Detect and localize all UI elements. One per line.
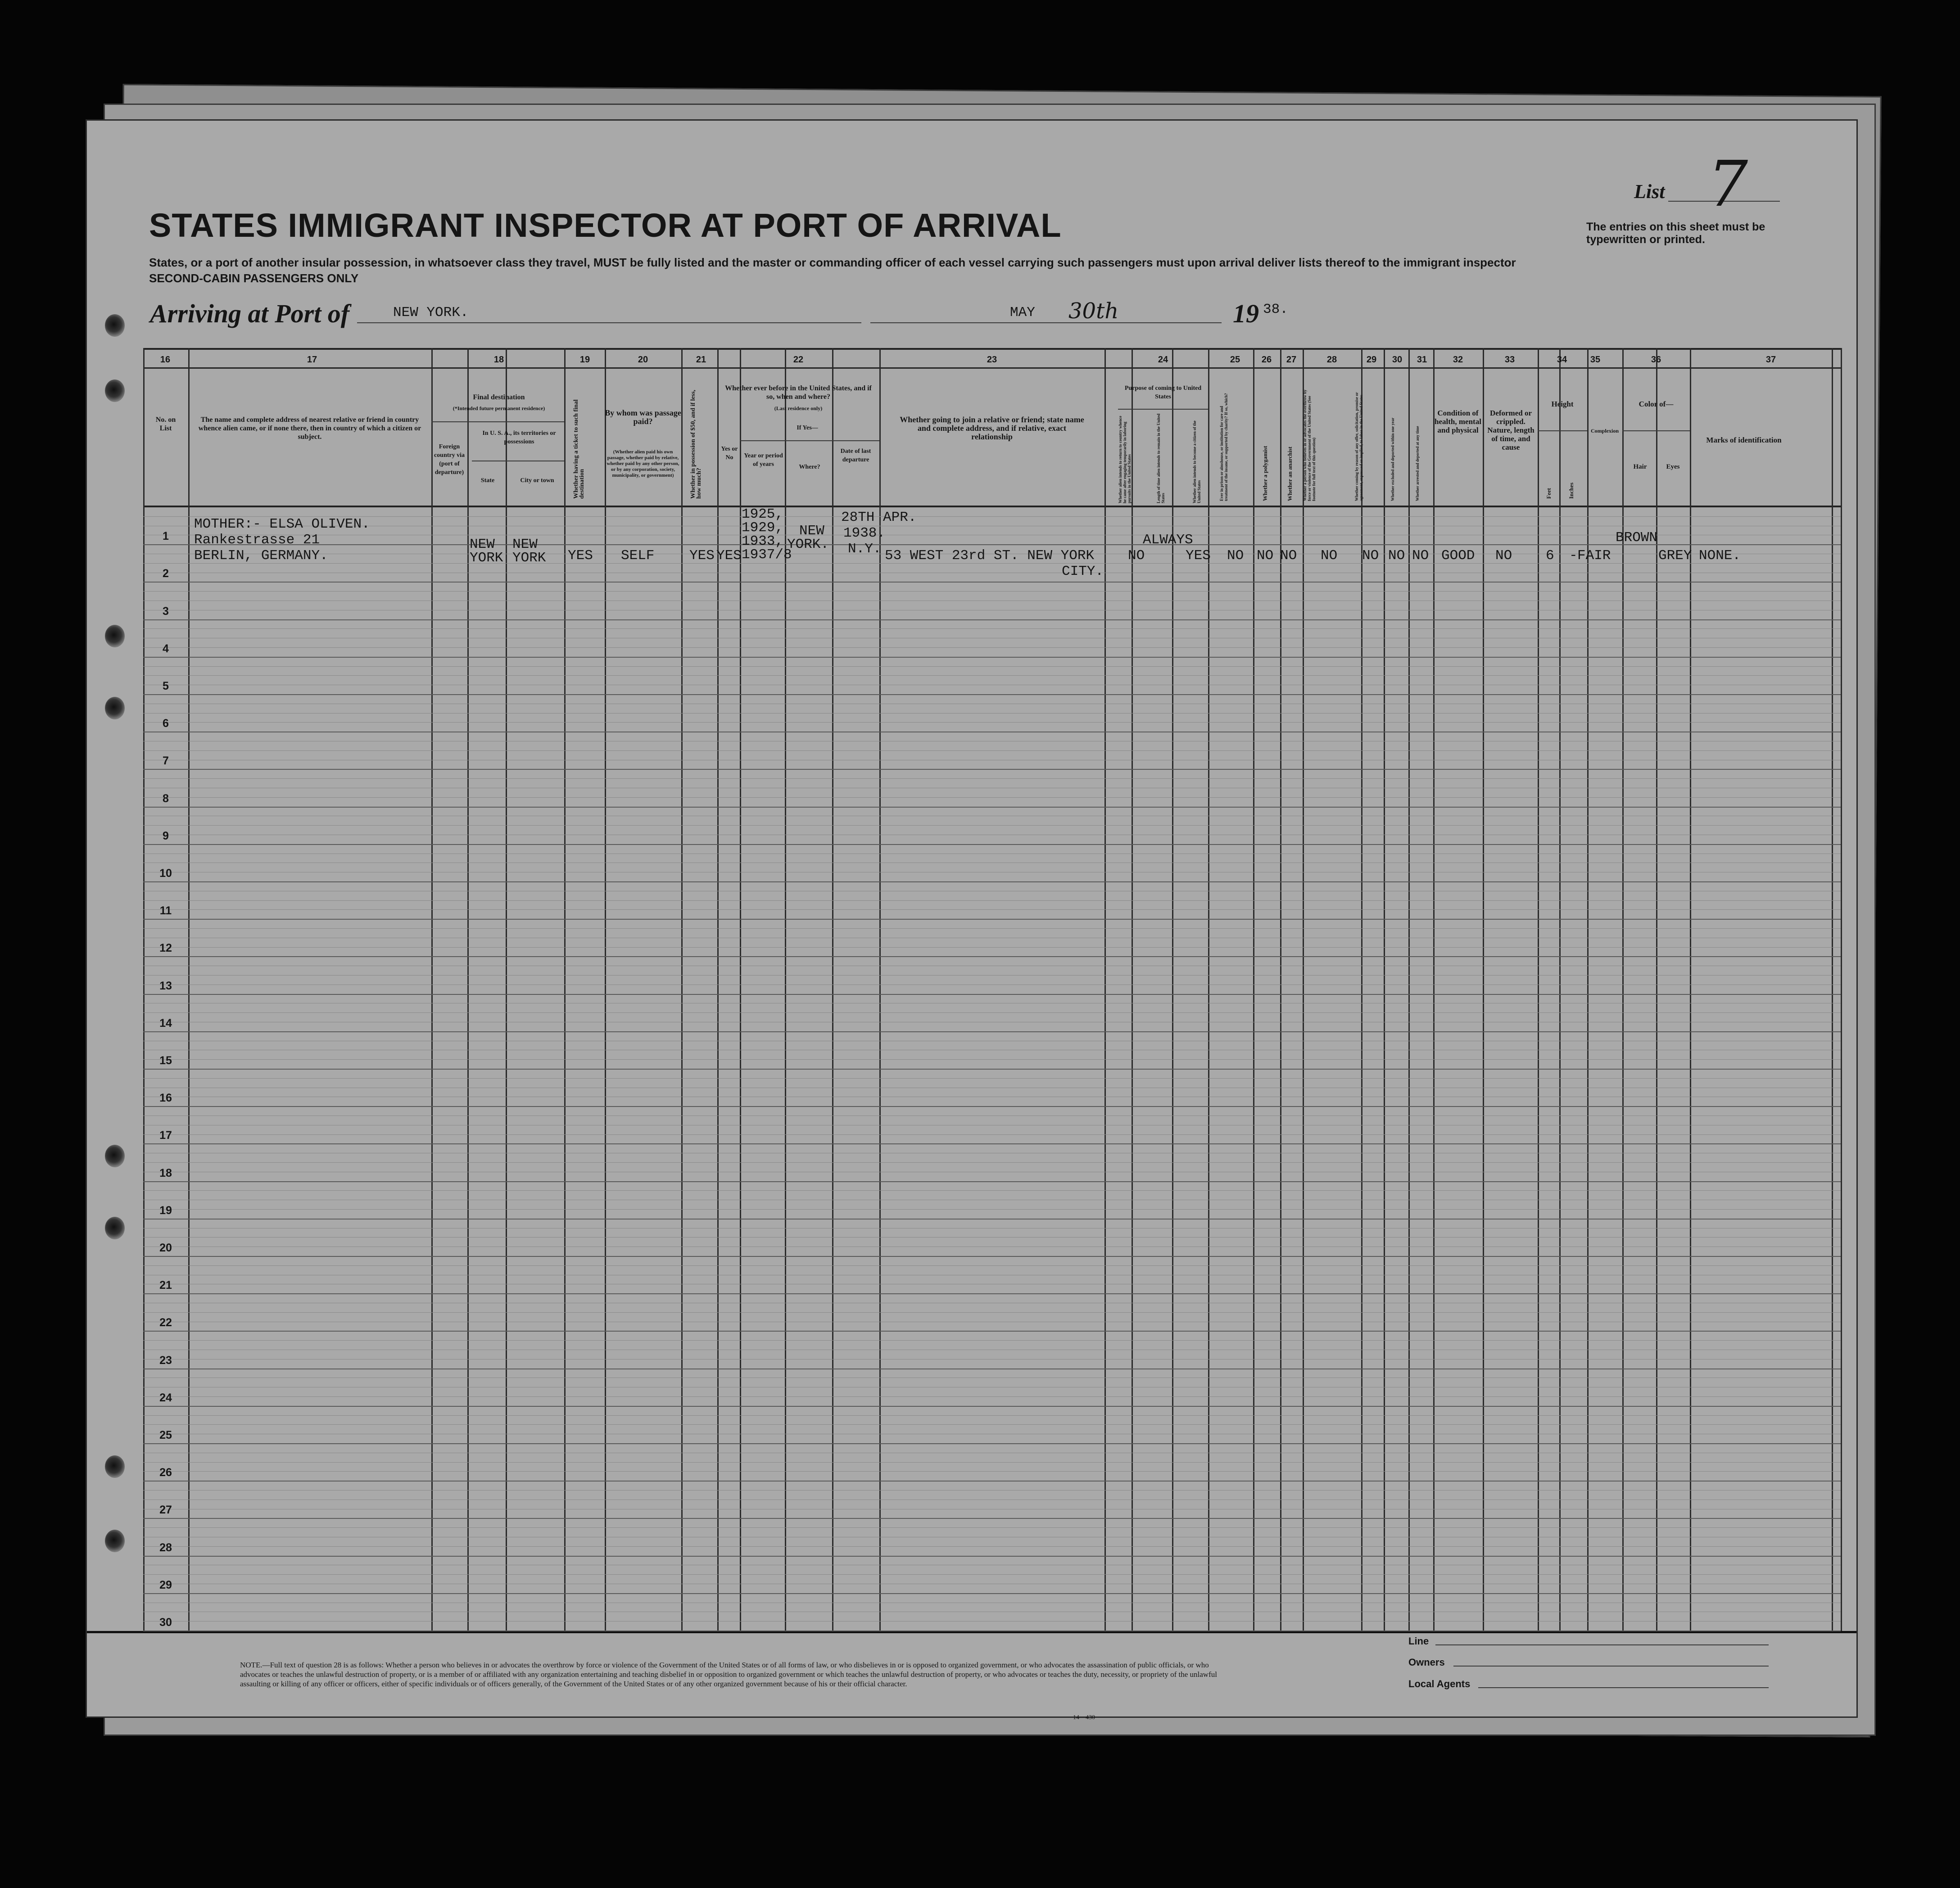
header-where: Where? [799,464,820,470]
header-state: State [480,477,495,484]
row-number: 19 [159,1204,172,1217]
colnum-21: 21 [696,355,706,365]
entry-where-1: NEW [799,523,824,539]
typewritten-note: The entries on this sheet must be typewritten or printed. [1586,221,1765,246]
binder-hole [105,379,125,402]
binder-hole [105,1530,125,1552]
header-by-whom-note: (Whether alien paid his own passage, whether paid by relative, whether paid by any other person, or by any corporation, society, municipality, or government) [607,449,679,478]
header-possession-50: Whether in possession of $50, and if less, how much? [690,389,702,499]
colnum-29: 29 [1366,355,1377,365]
header-prison: Ever in prison or almshouse, or institution for care and treatment of the insane, or supported by charity? If so, which? [1219,393,1228,501]
header-color-of: Color of— [1639,400,1674,408]
header-date-last-departure: Date of last departure [840,448,871,463]
binder-hole [105,1145,125,1167]
row-number: 8 [163,792,169,805]
colnum-36: 36 [1651,355,1661,365]
colnum-19: 19 [579,355,590,365]
entry-marks: NONE. [1699,548,1741,564]
header-health: Condition of health, mental and physical [1435,409,1481,434]
colnum-23: 23 [987,355,997,365]
entry-departure-3: N.Y. [848,541,882,557]
row-number: 3 [163,605,169,618]
colnum-30: 30 [1392,355,1403,365]
entry-eyes: GREY [1658,548,1692,564]
row-number: 25 [159,1429,172,1441]
row-number: 9 [163,830,169,842]
row-number: 10 [159,867,172,880]
colnum-35: 35 [1590,355,1601,365]
row-number: 21 [159,1279,172,1292]
row-number: 12 [159,942,172,954]
entry-joining: 53 WEST 23rd ST. NEW YORK [885,548,1095,564]
date-day: 30th [1068,298,1119,324]
header-year-period: Year or period of years [744,452,783,468]
list-label: List [1634,181,1665,203]
row-number: 16 [159,1092,172,1104]
entry-relative-line3: BERLIN, GERMANY. [194,548,328,564]
row-number: 18 [159,1167,172,1179]
colnum-18: 18 [493,355,504,365]
form-subtitle: States, or a port of another insular possession, in whatsoever class they travel, MUST be fully listed and the master or commanding officer of each vessel carrying such passengers must upon arrival deliver lists thereof to the immigrant inspector [149,256,1516,269]
row-number: 7 [163,754,169,767]
entry-departure-2: 1938. [843,525,886,541]
colnum-26: 26 [1261,355,1272,365]
colnum-16: 16 [160,355,171,365]
header-purpose-return: Whether alien intends to return to country whence he came after engaging temporarily in laboring pursuits in the United States [1118,416,1132,503]
row-number: 6 [163,717,169,730]
entry-years-2: 1929, [742,520,784,536]
header-foreign-country: Foreign country via (port of departure) [434,443,465,476]
header-ever-before: Whether ever before in the United States, and if so, when and where? [725,384,872,401]
form-number: 14—430 [1073,1714,1095,1721]
list-number: 7 [1708,148,1748,221]
entry-feet: 6 [1546,548,1554,564]
header-joining-relative: Whether going to join a relative or friend; state name and complete address, and if relative, exact relationship [900,415,1084,441]
header-q31: Whether arrested and deported at any time [1415,426,1420,501]
row-number: 26 [159,1466,172,1479]
entry-relative-line2: Rankestrasse 21 [194,532,320,548]
colnum-32: 32 [1453,355,1463,365]
port-label: Arriving at Port of [150,299,350,328]
form-title: STATES IMMIGRANT INSPECTOR AT PORT OF ARRIVAL [149,207,1062,244]
entry-hair: BROWN [1616,530,1658,546]
header-feet: Feet [1545,488,1552,499]
entry-q30: NO [1388,548,1405,564]
row-number: 29 [159,1579,172,1591]
row-number: 4 [163,642,169,655]
header-final-destination-note: (*Intended future permanent residence) [453,405,545,411]
date-year-prefix: 19 [1233,299,1259,328]
colnum-33: 33 [1504,355,1515,365]
date-month: MAY [1010,305,1035,321]
colnum-17: 17 [307,355,317,365]
entry-ever-before: YES [716,548,742,564]
header-anarchist: Whether an anarchist [1286,447,1293,501]
header-polygamist: Whether a polygamist [1262,446,1268,501]
entry-city-1: NEW [512,537,538,552]
entry-state-2: YORK [470,550,503,566]
cabin-class-label: SECOND-CABIN PASSENGERS ONLY [149,271,359,285]
row-number: 24 [159,1391,172,1404]
header-complexion: Complexion [1591,428,1619,434]
binder-hole [105,1455,125,1478]
header-hair: Hair [1633,463,1647,470]
header-purpose-citizen: Whether alien intends to become a citizen of the United States [1192,420,1201,503]
entry-deformed: NO [1495,548,1512,564]
row-number: 13 [159,980,172,992]
header-q30: Whether excluded and deported within one year [1390,417,1395,501]
row-number: 5 [163,680,169,692]
header-height: Height [1551,400,1574,408]
entry-city-2: YORK [512,550,546,566]
header-in-usa: In U. S. A., its territories or possessions [482,430,556,445]
entry-purpose-return: NO [1128,548,1145,564]
manifest-sheet [86,119,1858,1721]
header-nearest-relative: The name and complete address of nearest relative or friend in country whence alien came, or if none there, then in country of which a citizen or subject. [198,416,421,441]
entry-q29: NO [1362,548,1379,564]
entry-years-1: 1925, [742,506,784,522]
header-q28: Whether a person who believes in or advocates the overthrow by force or violence of the Government of the United States (See footnote for full text of this question) [1303,389,1316,501]
entry-ticket: YES [568,548,593,564]
entry-possession-50: YES [689,548,715,564]
row-number: 2 [163,567,169,580]
row-number: 1 [163,530,169,542]
header-final-destination: Final destination [473,393,525,401]
entry-prison: NO [1227,548,1244,564]
colnum-34: 34 [1557,355,1567,365]
entry-years-4: 1937/8 [742,547,792,563]
colnum-22: 22 [793,355,804,365]
header-eyes: Eyes [1666,463,1680,470]
date-year-suffix: 38. [1263,302,1288,317]
header-marks: Marks of identification [1706,436,1782,444]
entry-where-2: YORK. [787,537,829,552]
entry-anarchist: NO [1280,548,1297,564]
binder-hole [105,697,125,719]
entry-inches: - [1569,548,1578,564]
entry-departure-1: 28TH APR. [841,510,917,525]
row-number: 23 [159,1354,172,1367]
line-label: Line [1408,1635,1429,1647]
colnum-25: 25 [1230,355,1240,365]
header-by-whom: By whom was passage paid? [605,408,681,426]
row-number: 20 [159,1242,172,1254]
row-number: 15 [159,1054,172,1067]
row-number: 14 [159,1017,172,1030]
port-value: NEW YORK. [393,305,469,321]
entry-q28: NO [1321,548,1338,564]
colnum-24: 24 [1158,355,1168,365]
entry-paid-by: SELF [621,548,655,564]
header-ticket: Whether having a ticket to such final destination [573,399,585,499]
header-ever-before-note: (Last residence only) [774,405,823,411]
binder-hole [105,1217,125,1239]
entry-q31: NO [1412,548,1429,564]
entry-years-3: 1933, [742,533,784,549]
local-agents-label: Local Agents [1408,1678,1471,1689]
entry-state-1: NEW [470,537,495,552]
row-number: 17 [159,1129,172,1142]
header-no-on-list: No. on List [155,416,176,432]
header-if-yes: If Yes— [797,425,818,431]
entry-relative-line1: MOTHER:- ELSA OLIVEN. [194,516,370,532]
header-purpose-length: Length of time alien intends to remain in the United States [1156,413,1165,503]
entry-health: GOOD [1441,548,1475,564]
header-inches: Inches [1568,482,1575,499]
entry-complexion: FAIR [1577,548,1611,564]
entry-purpose-length: ALWAYS [1143,532,1193,548]
binder-hole [105,314,125,337]
row-number: 22 [159,1316,172,1329]
header-city: City or town [520,477,554,484]
binder-hole [105,625,125,647]
colnum-28: 28 [1326,355,1337,365]
header-purpose: Purpose of coming to United States [1124,385,1202,400]
row-number: 28 [159,1541,172,1554]
row-number: 11 [159,904,172,917]
colnum-31: 31 [1417,355,1427,365]
colnum-20: 20 [638,355,648,365]
entry-polygamist: NO [1257,548,1274,564]
header-q29: Whether coming by reason of any offer, solicitation, promise or agreement, expressed or implied, to labor in the United States [1354,392,1363,501]
header-deformed: Deformed or crippled. Nature, length of time, and cause [1487,409,1535,452]
row-number: 30 [159,1616,172,1629]
entry-joining-2: CITY. [1062,564,1104,579]
entry-purpose-citizen: YES [1186,548,1211,564]
owners-label: Owners [1408,1657,1445,1668]
colnum-27: 27 [1286,355,1297,365]
colnum-37: 37 [1765,355,1776,365]
row-number: 27 [159,1504,172,1516]
footnote-question-28: NOTE.—Full text of question 28 is as follows: Whether a person who believes in or advocates the overthrow by force or violence of the Government of the United States or of all forms of law, or who disbelieves in or is opposed to organized government, or who advocates the assassination of public officials, or who advocates or teaches the unlawful destruction of property, or is a member of or affiliated with any organization entertaining and teaching disbelief in or opposition to organized government or which teaches the unlawful destruction of property, or who advocates or teaches the duty, necessity, or propriety of the unlawful assaulting or killing of any officer or officers, either of specific individuals or of officers generally, of the Government of the United States or of any other organized government because of his or their official character. [240,1661,1217,1688]
header-yes-or-no: Yes or No [721,446,738,461]
